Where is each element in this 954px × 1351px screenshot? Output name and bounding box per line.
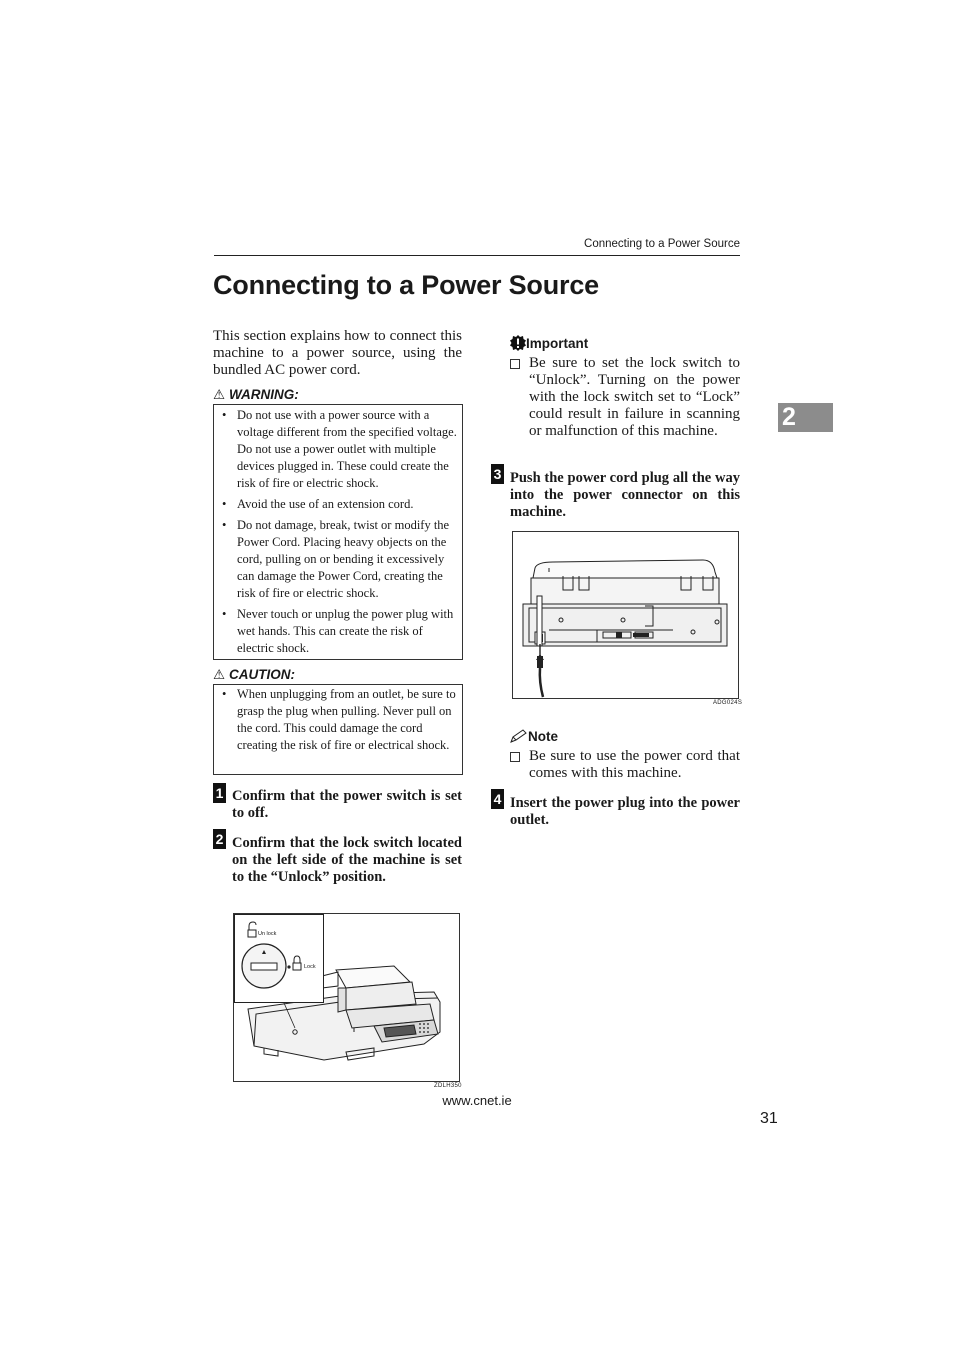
running-header-title: Connecting to a Power Source (584, 238, 740, 250)
caution-item: • When unplugging from an outlet, be sure to grasp the plug when pulling. Never pull on the cord. This could damage the cord creating the risk of fire or electrical shock. (214, 686, 457, 754)
note-item-text: Be sure to use the power cord that comes with this machine. (529, 748, 740, 781)
figure-code-lock: ZDLH350 (434, 1083, 462, 1089)
step-text-2: Confirm that the lock switch located on the left side of the machine is set to the “Unlock” position. (232, 835, 462, 885)
step-number-1: 1 (213, 783, 226, 803)
caution-title: CAUTION: (229, 667, 295, 682)
warning-item: • Do not use with a power source with a voltage different from the specified voltage. Do not use a power outlet with multiple devices plugged in. These could create the risk of fire or electric shock. (214, 407, 457, 492)
checkbox-bullet-icon (510, 359, 520, 369)
rear-panel-illustration (513, 532, 738, 698)
chapter-number: 2 (782, 403, 796, 431)
note-title: Note (528, 729, 558, 744)
footer-url: www.cnet.ie (442, 1093, 512, 1108)
chapter-tab (778, 403, 833, 432)
intro-paragraph: This section explains how to connect this machine to a power source, using the bundled AC power cord. (213, 328, 462, 378)
caution-heading (213, 667, 295, 683)
warning-item: • Do not damage, break, twist or modify the Power Cord. Placing heavy objects on the cord, pulling on or bending it excessively can damage the Power Cord, creating the risk of fire or electric shock. (214, 517, 457, 602)
warning-title: WARNING: (229, 387, 299, 402)
unlock-label: Un lock (258, 931, 277, 937)
warning-item: • Never touch or unplug the power plug with wet hands. This can create the risk of electric shock. (214, 606, 457, 657)
important-heading (510, 335, 588, 351)
important-item (510, 355, 740, 440)
lock-switch-figure (233, 913, 460, 1082)
warning-heading (213, 387, 299, 403)
figure-code-connector: ADG024S (713, 700, 743, 706)
warning-box (213, 404, 463, 660)
page-title: Connecting to a Power Source (213, 270, 599, 300)
caution-triangle-icon: ⚠ (213, 667, 226, 682)
pencil-icon (510, 729, 528, 743)
checkbox-bullet-icon (510, 752, 520, 762)
caution-box (213, 684, 463, 775)
page-number: 31 (760, 1110, 778, 1127)
step-number-3: 3 (491, 464, 504, 484)
step-text-4: Insert the power plug into the power outlet. (510, 795, 740, 828)
step-text-3: Push the power cord plug all the way into the power connector on this machine. (510, 470, 740, 520)
warning-item: • Avoid the use of an extension cord. (214, 496, 457, 513)
step-text-1: Confirm that the power switch is set to off. (232, 788, 462, 821)
note-item (510, 748, 740, 782)
step-number-2: 2 (213, 829, 226, 849)
lock-label: Lock (304, 964, 316, 970)
step-number-4: 4 (491, 789, 504, 809)
note-heading (510, 729, 558, 744)
machine-lock-illustration (234, 914, 459, 1081)
power-connector-figure (512, 531, 739, 699)
important-icon (510, 335, 526, 351)
warning-triangle-icon: ⚠ (213, 387, 226, 402)
important-item-text: Be sure to set the lock switch to “Unlock”. Turning on the power with the lock switch set to “Lock” could result in failure in scanning or malfunction of this machine. (529, 355, 740, 439)
running-header (214, 237, 740, 256)
important-title: Important (526, 336, 589, 351)
